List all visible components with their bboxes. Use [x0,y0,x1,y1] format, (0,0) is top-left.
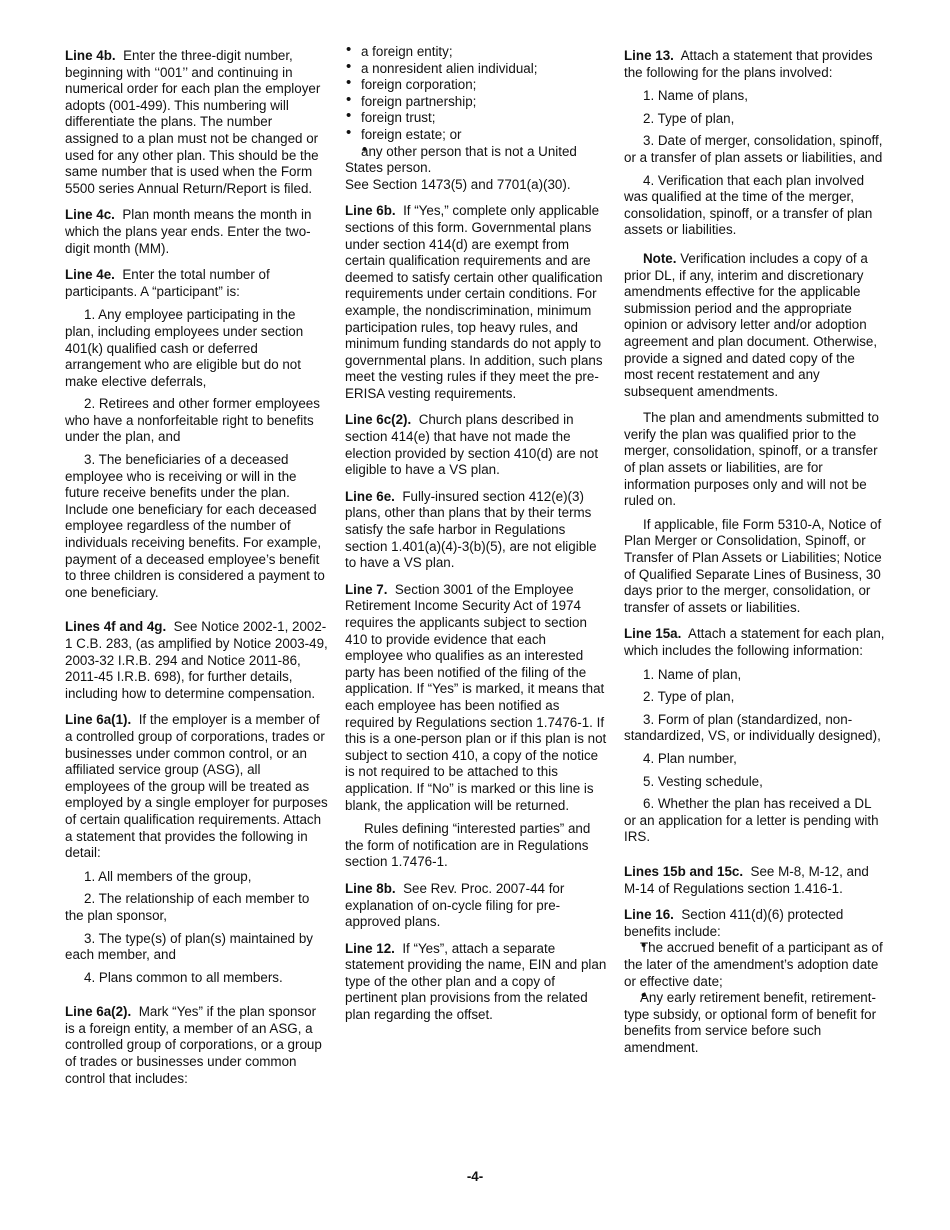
see-section: See Section 1473(5) and 7701(a)(30). [345,176,571,192]
list-item: 4. Verification that each plan involved was qualified at the time of the merger, consolidation, spinoff, or a transfer of plan assets or liabilities. [624,172,873,238]
form-5310a-paragraph: If applicable, file Form 5310-A, Notice of Plan Merger or Consolidation, Spinoff, or Transfer of Plan Assets or Liabilities; Notice of Qualified Separate Lines of Business, 30 days prior to the merger, consolidation, or transfer of assets or liabilities. [624,516,882,615]
line-6a2-text: Mark “Yes” if the plan sponsor is a foreign entity, a member of an ASG, a controlled group of corporations, or a group of trades or businesses under common control that includes: [65,1004,322,1086]
line-16-heading: Line 16. [624,907,674,923]
line-7 [345,582,607,814]
line-6a2 [65,1004,328,1087]
line-16-text: Section 411(d)(6) protected benefits include: [624,907,844,939]
list-item: • foreign corporation; [345,77,607,94]
list-item: • Any early retirement benefit, retirement-type subsidy, or optional form of benefit for benefits from service before such amendment. [624,990,886,1056]
line-15a-heading: Line 15a. [624,626,682,642]
line-7-heading: Line 7. [345,581,388,597]
list-item: • a foreign entity; [345,44,607,61]
lines-15b-15c-text: See M-8, M-12, and M-14 of Regulations section 1.416-1. [624,863,869,896]
list-item: 1. All members of the group, [84,868,252,884]
line-6b [345,203,607,402]
list-item: • foreign trust; [345,110,607,127]
note-text: Verification includes a copy of a prior DL, if any, interim and discretionary amendments effective for the applicable submission period and the appropriate opinion or advisory letter and/or adoption agreement and plan document. Otherwise, provide a signed and dated copy of the most recent restatement and any subsequent amendments. [624,250,878,399]
line-6c2-heading: Line 6c(2). [345,412,412,428]
list-item: 3. Date of merger, consolidation, spinoff, or a transfer of plan assets or liabilities, and [624,133,883,165]
list-item: 5. Vesting schedule, [643,773,763,789]
list-item: 4. Plan number, [643,750,737,766]
lines-4f-4g-heading: Lines 4f and 4g. [65,619,167,635]
line-6a1-text: If the employer is a member of a controlled group of corporations, trades or businesses under common control, or an affiliated service group (ASG), all employees of the group will be treated as employed by a single employer for purposes of certain qualification requirements. Attach a statement that provides the following in detail: [65,712,328,861]
line-6e-text: Fully-insured section 412(e)(3) plans, other than plans that by their terms satisfy the safe harbor in Regulations section 1.401(a)(4)-3(b)(5), are not eligible to have a VS plan. [345,488,597,571]
plan-amendments-paragraph: The plan and amendments submitted to verify the plan was qualified prior to the merger, consolidation, spinoff, or a transfer of plan assets or liabilities, are for information purposes only and will not be ruled on. [624,410,879,509]
list-item: 2. The relationship of each member to the plan sponsor, [65,891,310,923]
line-4b [65,48,328,197]
column-2 [345,44,607,1031]
line-4c [65,207,328,257]
protected-benefits-list [624,940,886,1056]
line-6b-heading: Line 6b. [345,203,396,219]
list-item: 6. Whether the plan has received a DL or an application for a letter is pending with IRS. [624,796,879,845]
line-15a [624,626,886,659]
line-8b-text: See Rev. Proc. 2007-44 for explanation of on-cycle filing for pre-approved plans. [345,880,565,930]
foreign-entity-list [345,44,607,177]
line-12-heading: Line 12. [345,940,395,956]
line-6c2-text: Church plans described in section 414(e) that have not made the election provided by section 410(d) are not eligible to have a VS plan. [345,412,599,478]
lines-4f-4g [65,619,328,702]
line-4b-text: Enter the three-digit number, beginning with ‘‘001’’ and continuing in numerical order for each plan the employer adopts (001-499). This numbering will differentiate the plans. The number assigned to a plan must not be changed or used for any other plan. This should be the same number that is used when the Form 5500 series Annual Return/Report is filed. [65,48,321,196]
line-6a1-heading: Line 6a(1). [65,712,132,728]
line-13 [624,48,886,81]
line-7-text: Section 3001 of the Employee Retirement Income Security Act of 1974 requires the applicants subject to section 410 to provide evidence that each employee who qualifies as an interested party has been notified of the filing of the application. If “Yes” is marked, it means that each employee has been notified as required by Regulations section 1.7476-1. If this is a one-person plan or if this plan is not subject to section 410, a copy of the notice is not required to be attached to this application. If “No” is marked or this line is blank, the application will be returned. [345,581,607,813]
list-item: • foreign partnership; [345,94,607,111]
page-number: -4- [466,1169,484,1184]
line-4b-heading: Line 4b. [65,48,116,63]
list-item: 3. Form of plan (standardized, non-standardized, VS, or individually designed), [624,711,881,744]
note [624,251,886,400]
line-6c2 [345,412,607,478]
list-item: 2. Type of plan, [643,689,735,705]
note-heading: Note. [643,250,677,266]
list-item: 1. Name of plan, [643,666,742,682]
line-4e [65,267,328,300]
list-item: • a nonresident alien individual; [345,61,607,78]
list-item: • foreign estate; or [345,127,607,144]
list-item: 2. Type of plan, [643,110,735,126]
line-6e-heading: Line 6e. [345,488,395,504]
line-4c-heading: Line 4c. [65,207,115,223]
line-7-paragraph-2: Rules defining “interested parties” and the form of notification are in Regulations section 1.7476-1. [345,821,591,870]
line-8b-heading: Line 8b. [345,880,396,896]
line-13-heading: Line 13. [624,48,674,63]
line-13-text: Attach a statement that provides the following for the plans involved: [624,48,873,80]
line-4c-text: Plan month means the month in which the plans year ends. Enter the two-digit month (MM). [65,207,312,256]
list-item: 1. Name of plans, [643,88,748,104]
list-item: • any other person that is not a United States person. [345,144,607,177]
list-item: • The accrued benefit of a participant as of the later of the amendment’s adoption date or effective date; [624,940,886,990]
line-12-text: If “Yes”, attach a separate statement providing the name, EIN and plan type of the other plan and a copy of pertinent plan provisions from the related plan regarding the offset. [345,940,607,1023]
line-12 [345,941,607,1024]
line-8b [345,881,607,931]
line-6b-text: If “Yes,” complete only applicable sections of this form. Governmental plans under section 414(d) are exempt from certain qualification requirements and are deemed to satisfy certain other qualification requirements under certain conditions. For example, the nondiscrimination, minimum participation rules, top heavy rules, and minimum funding standards do not apply to governmental plans. In addition, such plans meet the vesting rules if they meet the pre-ERISA vesting requirements. [345,203,603,401]
list-item: 4. Plans common to all members. [84,969,283,985]
line-4e-text: Enter the total number of participants. A “participant” is: [65,267,270,299]
column-3 [624,48,886,1056]
list-item: 1. Any employee participating in the plan, including employees under section 401(k) qualified cash or deferred arrangement who are eligible but do not make elective deferrals, [65,307,304,389]
lines-4f-4g-text: See Notice 2002-1, 2002-1 C.B. 283, (as amplified by Notice 2003-49, 2003-32 I.R.B. 294 and Notice 2011-86, 2011-45 I.R.B. 698), for further details, including how to determine compensation. [65,619,328,701]
line-6a2-heading: Line 6a(2). [65,1004,132,1020]
lines-15b-15c-heading: Lines 15b and 15c. [624,863,744,879]
lines-15b-15c [624,864,886,897]
line-15a-text: Attach a statement for each plan, which includes the following information: [624,626,885,658]
list-item: 3. The type(s) of plan(s) maintained by each member, and [65,930,313,963]
line-6e [345,489,607,572]
list-item: 2. Retirees and other former employees who have a nonforfeitable right to benefits under the plan, and [65,396,320,445]
line-6a1 [65,712,328,861]
line-16 [624,907,886,940]
line-4e-heading: Line 4e. [65,267,115,283]
column-1 [65,48,328,1094]
list-item: 3. The beneficiaries of a deceased employee who is receiving or will in the future receive benefits under the plan. Include one beneficiary for each deceased employee regardless of the number of individuals receiving benefits. For example, payment of a deceased employee’s benefit to three children is considered a payment to one beneficiary. [65,452,325,600]
